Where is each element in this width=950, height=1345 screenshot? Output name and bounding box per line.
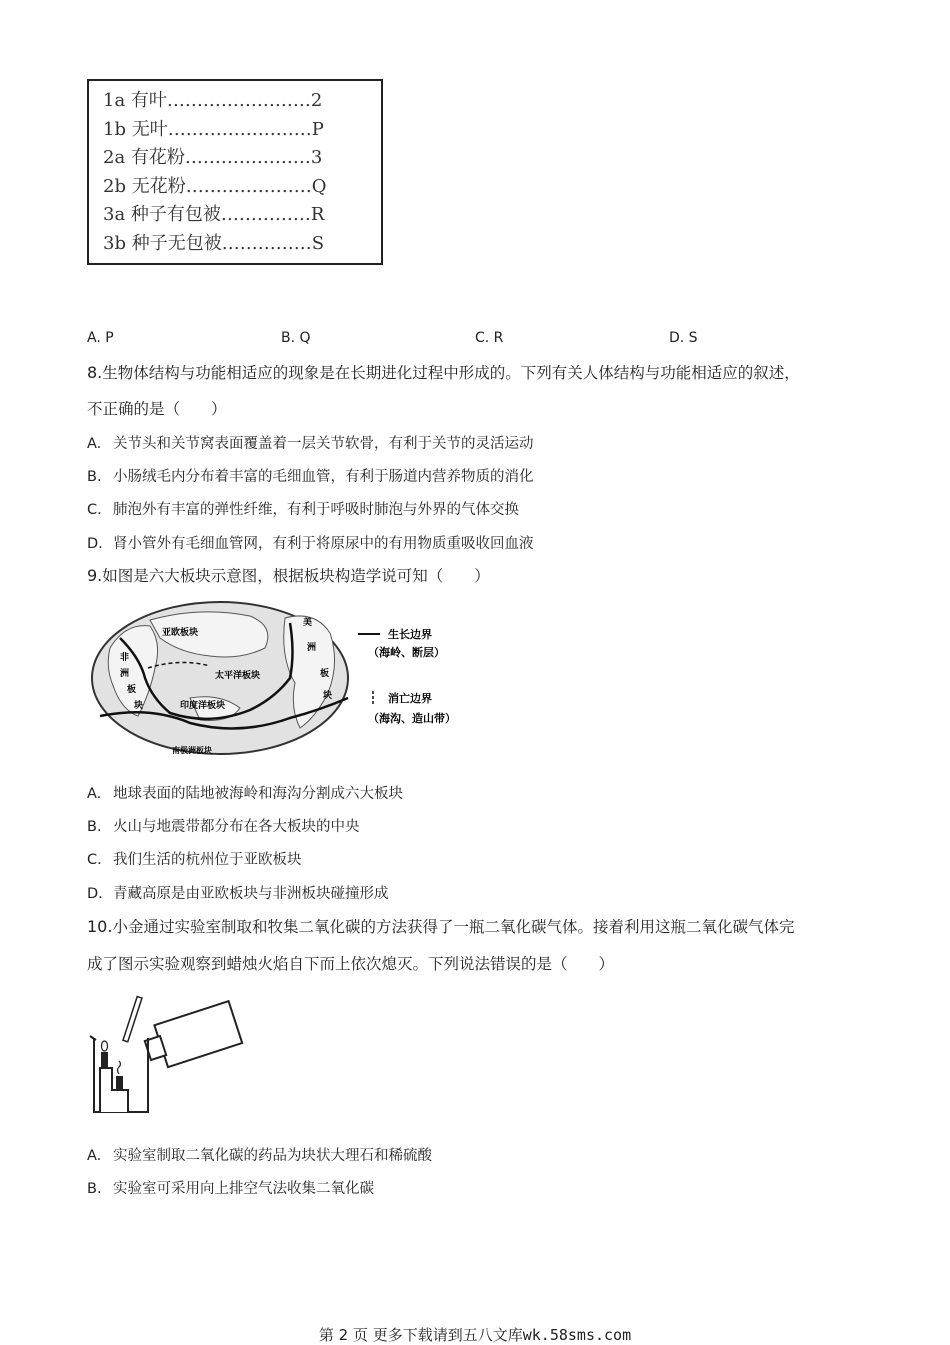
gas-bottle-icon: [141, 1001, 242, 1071]
q10-stem-line2: 成了图示实验观察到蜡烛火焰自下而上依次熄灭。下列说法错误的是（ ）: [87, 955, 615, 973]
legend-growth-note: （海岭、断层）: [368, 646, 445, 659]
co2-candle-experiment-diagram: [88, 990, 248, 1118]
legend-growth-boundary: 生长边界: [388, 628, 432, 641]
q8-option-b: B. 小肠绒毛内分布着丰富的毛细血管，有利于肠道内营养物质的消化: [87, 469, 534, 485]
plate-tectonics-map: [90, 598, 480, 760]
q10-number: 10.: [87, 917, 113, 936]
key-row: 1a 有叶……………………2: [103, 90, 323, 111]
label-eurasia-plate: 亚欧板块: [162, 628, 199, 638]
upper-candle-icon: [101, 1052, 108, 1068]
q8-option-d: D. 肾小管外有毛细血管网，有利于将原尿中的有用物质重吸收回血液: [87, 536, 534, 552]
q7-option-a: A. P: [87, 330, 114, 346]
q9-option-a: A. 地球表面的陆地被海岭和海沟分割成六大板块: [87, 786, 403, 802]
q7-option-c: C. R: [475, 330, 504, 346]
q10-option-a: A. 实验室制取二氧化碳的药品为块状大理石和稀硫酸: [87, 1148, 432, 1164]
page-footer: [0, 1324, 950, 1345]
q7-option-d: D. S: [669, 330, 698, 346]
q7-options: [87, 330, 867, 352]
footer-text: 第 2 页 更多下载请到五八文库: [318, 1326, 523, 1344]
q10-option-b: B. 实验室可采用向上排空气法收集二氧化碳: [87, 1181, 374, 1197]
q9-option-c: C. 我们生活的杭州位于亚欧板块: [87, 852, 302, 868]
label-africa-plate: 非: [120, 653, 130, 663]
label-antarctic-plate: 南极洲板块: [172, 746, 212, 755]
q8-stem-line1: 8.生物体结构与功能相适应的现象是在长期进化过程中形成的。下列有关人体结构与功能相适应的叙述，: [87, 363, 800, 382]
key-row: 1b 无叶……………………P: [103, 118, 324, 140]
svg-text:板: 板: [127, 685, 137, 695]
q8-option-a: A. 关节头和关节窝表面覆盖着一层关节软骨，有利于关节的灵活运动: [87, 436, 534, 452]
legend-subduction-boundary: 消亡边界: [388, 692, 432, 705]
q9-option-d: D. 青藏高原是由亚欧板块与非洲板块碰撞形成: [87, 886, 389, 902]
label-america-plate: 美: [303, 618, 313, 628]
upper-flame-icon: [102, 1041, 108, 1051]
footer-site-link[interactable]: wk.58sms.com: [522, 1326, 632, 1344]
q8-number: 8.: [87, 363, 103, 382]
q10-stem-line1: 10.小金通过实验室制取和牧集二氧化碳的方法获得了一瓶二氧化碳气体。接着利用这瓶二氧化碳气体完: [87, 917, 795, 936]
q9-stem: 9.如图是六大板块示意图，根据板块构造学说可知（ ）: [87, 566, 490, 585]
key-row: 3a 种子有包被……………R: [103, 204, 325, 225]
svg-text:块: 块: [323, 691, 333, 701]
glass-plate-icon: [123, 997, 142, 1042]
q8-option-c: C. 肺泡外有丰富的弹性纤维，有利于呼吸时肺泡与外界的气体交换: [87, 502, 519, 518]
svg-text:块: 块: [134, 701, 144, 711]
legend-subduction-note: （海沟、造山带）: [368, 712, 456, 725]
label-indian-plate: 印度洋板块: [180, 701, 226, 711]
key-row: 3b 种子无包被……………S: [103, 232, 325, 254]
svg-text:板: 板: [320, 669, 330, 679]
key-row: 2b 无花粉…………………Q: [103, 175, 327, 197]
lower-flame-icon: [118, 1061, 121, 1074]
svg-text:洲: 洲: [120, 669, 130, 679]
dichotomous-key-table: [87, 79, 383, 265]
lower-candle-icon: [116, 1076, 123, 1090]
q9-number: 9.: [87, 566, 103, 585]
q9-option-b: B. 火山与地震带都分布在各大板块的中央: [87, 819, 360, 835]
q7-option-b: B. Q: [281, 330, 311, 346]
q8-stem-line2: 不正确的是（ ）: [87, 400, 227, 418]
key-row: 2a 有花粉…………………3: [103, 147, 323, 168]
svg-text:洲: 洲: [307, 643, 317, 653]
label-pacific-plate: 太平洋板块: [215, 671, 261, 681]
